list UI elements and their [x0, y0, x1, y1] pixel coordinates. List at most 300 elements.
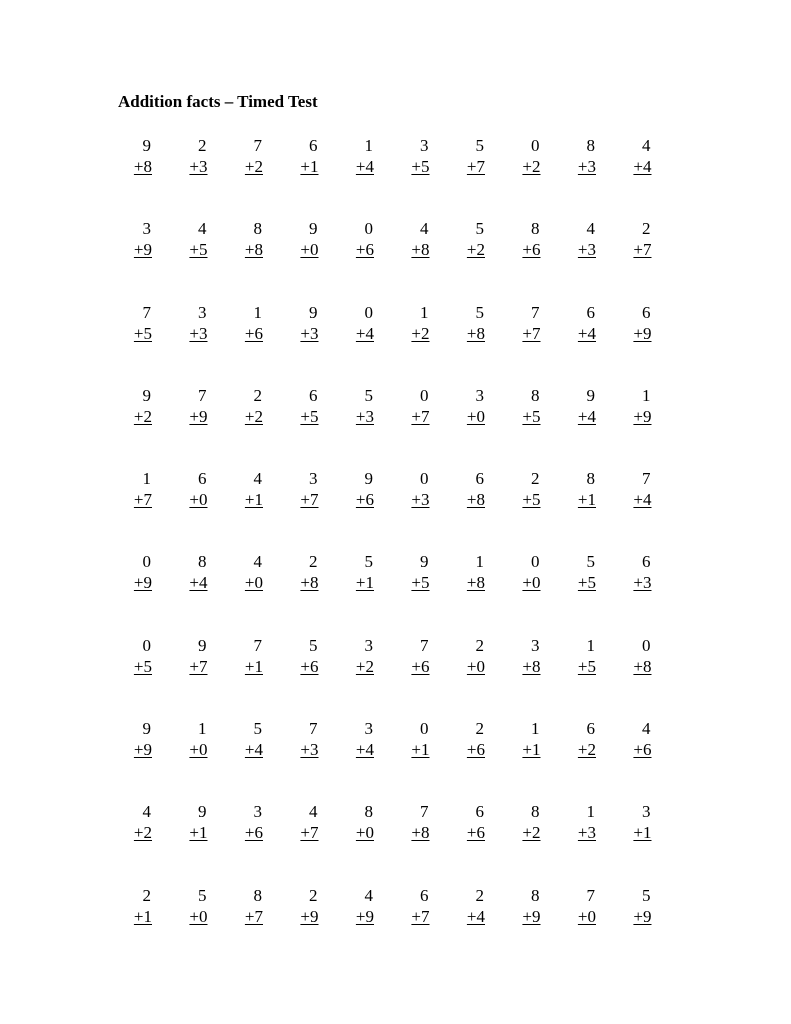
addend-top: 6 [642, 302, 651, 322]
addend-top: 1 [198, 719, 207, 739]
addend-top: 5 [364, 385, 373, 405]
addition-problem [610, 468, 652, 551]
addend-bottom: +5 [133, 656, 152, 676]
addend-top: 0 [142, 635, 151, 655]
addition-problem [388, 551, 430, 634]
addend-top: 4 [420, 219, 429, 239]
addend-top: 8 [531, 219, 540, 239]
addend-bottom: +3 [577, 240, 596, 260]
addition-problem [499, 551, 541, 634]
addend-top: 1 [253, 302, 262, 322]
addend-bottom: +1 [300, 157, 319, 176]
addend-top: 1 [586, 635, 595, 655]
addend-bottom: +8 [466, 573, 485, 593]
addend-top: 7 [142, 302, 151, 322]
addition-problem [332, 801, 374, 884]
addend-bottom: +7 [522, 323, 541, 343]
addition-problem [388, 468, 430, 551]
addition-problem [610, 218, 652, 301]
addend-bottom: +2 [577, 740, 596, 760]
addend-top: 2 [475, 635, 484, 655]
addition-problem [610, 801, 652, 884]
addition-problem [166, 718, 208, 801]
addend-bottom: +7 [189, 656, 208, 676]
addend-bottom: +3 [189, 157, 208, 176]
addition-problem [221, 551, 263, 634]
addend-bottom: +6 [411, 656, 430, 676]
addend-top: 7 [309, 719, 318, 739]
addend-top: 9 [142, 136, 151, 155]
addend-bottom: +8 [466, 323, 485, 343]
addend-top: 7 [531, 302, 540, 322]
addend-top: 8 [198, 552, 207, 572]
addend-top: 3 [142, 219, 151, 239]
addition-problem [110, 302, 152, 385]
addend-bottom: +6 [355, 240, 374, 260]
addition-problem [277, 635, 319, 718]
addend-bottom: +9 [633, 906, 652, 926]
addend-bottom: +5 [522, 490, 541, 510]
addend-bottom: +1 [577, 490, 596, 510]
addend-top: 2 [142, 885, 151, 905]
addition-problem [499, 468, 541, 551]
addend-bottom: +7 [300, 490, 319, 510]
addition-problem [332, 385, 374, 468]
addition-problem [277, 801, 319, 884]
addend-top: 0 [420, 385, 429, 405]
addition-problem [166, 551, 208, 634]
addend-bottom: +7 [300, 823, 319, 843]
addend-bottom: +3 [411, 490, 430, 510]
addend-bottom: +8 [300, 573, 319, 593]
addend-bottom: +2 [244, 157, 263, 176]
addend-bottom: +9 [522, 906, 541, 926]
addition-problem [610, 885, 652, 968]
addend-bottom: +9 [133, 740, 152, 760]
addend-bottom: +9 [189, 406, 208, 426]
addend-bottom: +4 [355, 157, 374, 176]
addend-top: 2 [198, 136, 207, 155]
addend-top: 1 [364, 136, 373, 155]
addition-problem [554, 635, 596, 718]
addend-bottom: +0 [189, 490, 208, 510]
addend-bottom: +8 [522, 656, 541, 676]
addend-top: 7 [253, 635, 262, 655]
addend-bottom: +7 [133, 490, 152, 510]
addition-problem [110, 801, 152, 884]
addition-problem [388, 218, 430, 301]
addend-top: 5 [475, 219, 484, 239]
addition-problem [166, 218, 208, 301]
addition-problem [388, 635, 430, 718]
addend-top: 9 [586, 385, 595, 405]
addend-bottom: +6 [466, 823, 485, 843]
addend-bottom: +3 [577, 157, 596, 176]
addition-problem [221, 718, 263, 801]
addend-bottom: +6 [466, 740, 485, 760]
addend-top: 6 [420, 885, 429, 905]
addition-problem [610, 385, 652, 468]
addend-top: 5 [198, 885, 207, 905]
addend-bottom: +4 [633, 490, 652, 510]
addition-problem [277, 468, 319, 551]
addend-bottom: +0 [577, 906, 596, 926]
addition-problem [110, 718, 152, 801]
addition-problem [277, 885, 319, 968]
addition-problem [166, 635, 208, 718]
addend-bottom: +6 [244, 823, 263, 843]
addition-problem [499, 801, 541, 884]
addition-problem [332, 302, 374, 385]
addend-bottom: +3 [577, 823, 596, 843]
addend-bottom: +9 [133, 573, 152, 593]
addend-top: 4 [364, 885, 373, 905]
addend-top: 5 [253, 719, 262, 739]
addend-bottom: +9 [633, 323, 652, 343]
addition-problem [166, 302, 208, 385]
addition-problem [443, 385, 485, 468]
addition-problem [499, 718, 541, 801]
addition-problem [221, 635, 263, 718]
addend-bottom: +1 [244, 490, 263, 510]
addition-problem [388, 718, 430, 801]
addend-bottom: +5 [577, 656, 596, 676]
addition-problem [110, 135, 152, 218]
addend-top: 3 [198, 302, 207, 322]
addend-top: 4 [253, 469, 262, 489]
addend-top: 4 [198, 219, 207, 239]
addend-top: 7 [253, 136, 262, 155]
addend-top: 1 [420, 302, 429, 322]
addend-top: 3 [364, 635, 373, 655]
addend-top: 4 [309, 802, 318, 822]
addend-bottom: +2 [522, 157, 541, 176]
addition-problem [332, 635, 374, 718]
addend-bottom: +2 [133, 823, 152, 843]
addend-bottom: +4 [189, 573, 208, 593]
addend-top: 2 [475, 719, 484, 739]
addition-problem [388, 135, 430, 218]
addend-top: 0 [142, 552, 151, 572]
addition-problem [221, 385, 263, 468]
addition-problem [221, 468, 263, 551]
addend-bottom: +8 [133, 157, 152, 176]
addend-top: 1 [142, 469, 151, 489]
addition-problem [221, 302, 263, 385]
addend-bottom: +1 [189, 823, 208, 843]
addition-problem [443, 302, 485, 385]
addition-problem [610, 135, 652, 218]
addend-bottom: +3 [300, 740, 319, 760]
addition-problem [499, 385, 541, 468]
addend-top: 8 [531, 802, 540, 822]
problems-grid [110, 135, 665, 968]
addend-top: 5 [475, 302, 484, 322]
addend-bottom: +9 [355, 906, 374, 926]
addend-bottom: +0 [466, 406, 485, 426]
addend-top: 9 [142, 385, 151, 405]
addition-problem [332, 551, 374, 634]
addition-problem [110, 885, 152, 968]
worksheet-title: Addition facts – Timed Test [118, 92, 318, 111]
addend-bottom: +0 [189, 740, 208, 760]
addend-top: 0 [531, 552, 540, 572]
addition-problem [221, 135, 263, 218]
addend-bottom: +7 [411, 906, 430, 926]
addend-top: 7 [420, 635, 429, 655]
addend-bottom: +5 [411, 573, 430, 593]
addend-top: 2 [475, 885, 484, 905]
addend-top: 2 [309, 552, 318, 572]
addend-top: 8 [586, 469, 595, 489]
addend-bottom: +4 [577, 406, 596, 426]
addend-top: 9 [364, 469, 373, 489]
addition-problem [610, 635, 652, 718]
addition-problem [443, 635, 485, 718]
addend-bottom: +8 [411, 240, 430, 260]
addend-top: 5 [364, 552, 373, 572]
addend-top: 8 [531, 385, 540, 405]
addition-problem [443, 718, 485, 801]
addend-top: 7 [420, 802, 429, 822]
addend-top: 3 [531, 635, 540, 655]
addend-bottom: +8 [633, 656, 652, 676]
addition-problem [554, 302, 596, 385]
addition-problem [554, 385, 596, 468]
addend-bottom: +4 [466, 906, 485, 926]
addend-bottom: +9 [300, 906, 319, 926]
addend-top: 4 [642, 136, 651, 155]
addend-top: 1 [586, 802, 595, 822]
addend-bottom: +4 [355, 740, 374, 760]
addend-bottom: +1 [133, 906, 152, 926]
addend-bottom: +7 [633, 240, 652, 260]
addend-top: 4 [586, 219, 595, 239]
addend-bottom: +5 [189, 240, 208, 260]
addition-problem [610, 302, 652, 385]
addition-problem [166, 135, 208, 218]
addend-top: 0 [420, 719, 429, 739]
addend-top: 2 [642, 219, 651, 239]
addend-top: 7 [586, 885, 595, 905]
addend-top: 2 [531, 469, 540, 489]
addition-problem [277, 718, 319, 801]
addend-top: 8 [364, 802, 373, 822]
addition-problem [332, 718, 374, 801]
addend-bottom: +6 [522, 240, 541, 260]
addition-problem [554, 718, 596, 801]
addition-problem [277, 385, 319, 468]
addend-top: 6 [586, 302, 595, 322]
addend-bottom: +4 [633, 157, 652, 176]
addend-top: 5 [586, 552, 595, 572]
addition-problem [166, 468, 208, 551]
addition-problem [221, 218, 263, 301]
addend-bottom: +1 [633, 823, 652, 843]
addition-problem [388, 302, 430, 385]
addend-bottom: +0 [522, 573, 541, 593]
addition-problem [110, 635, 152, 718]
addend-top: 3 [642, 802, 651, 822]
addition-problem [443, 551, 485, 634]
addend-top: 8 [253, 885, 262, 905]
addition-problem [332, 885, 374, 968]
addend-bottom: +1 [411, 740, 430, 760]
addition-problem [499, 635, 541, 718]
addend-top: 2 [253, 385, 262, 405]
addend-bottom: +6 [244, 323, 263, 343]
addend-bottom: +0 [466, 656, 485, 676]
addition-problem [110, 385, 152, 468]
addend-bottom: +0 [355, 823, 374, 843]
addend-bottom: +1 [355, 573, 374, 593]
addend-bottom: +5 [577, 573, 596, 593]
addition-problem [221, 801, 263, 884]
addend-top: 7 [198, 385, 207, 405]
addend-top: 5 [642, 885, 651, 905]
addend-top: 0 [420, 469, 429, 489]
addend-top: 0 [364, 302, 373, 322]
addend-top: 5 [475, 136, 484, 155]
addend-bottom: +5 [133, 323, 152, 343]
addend-bottom: +2 [522, 823, 541, 843]
addend-bottom: +8 [411, 823, 430, 843]
addition-problem [388, 801, 430, 884]
addition-problem [499, 302, 541, 385]
addend-bottom: +2 [466, 240, 485, 260]
addend-bottom: +4 [355, 323, 374, 343]
addend-top: 0 [531, 136, 540, 155]
addend-bottom: +8 [466, 490, 485, 510]
addend-bottom: +7 [244, 906, 263, 926]
addend-top: 9 [420, 552, 429, 572]
addition-problem [277, 302, 319, 385]
addend-bottom: +0 [244, 573, 263, 593]
addend-bottom: +3 [189, 323, 208, 343]
addition-problem [221, 885, 263, 968]
addend-bottom: +2 [411, 323, 430, 343]
addend-top: 2 [309, 885, 318, 905]
addition-problem [554, 135, 596, 218]
addition-problem [499, 885, 541, 968]
addend-top: 3 [253, 802, 262, 822]
addend-top: 5 [309, 635, 318, 655]
addition-problem [277, 551, 319, 634]
addition-problem [166, 801, 208, 884]
addend-bottom: +2 [244, 406, 263, 426]
addend-bottom: +2 [355, 656, 374, 676]
addend-top: 0 [642, 635, 651, 655]
addend-top: 1 [642, 385, 651, 405]
addition-problem [277, 135, 319, 218]
addend-top: 6 [198, 469, 207, 489]
addend-bottom: +6 [300, 656, 319, 676]
addend-top: 9 [142, 719, 151, 739]
addend-bottom: +3 [355, 406, 374, 426]
addend-bottom: +9 [633, 406, 652, 426]
addend-bottom: +5 [411, 157, 430, 176]
addend-top: 6 [586, 719, 595, 739]
addition-problem [499, 135, 541, 218]
addend-top: 7 [642, 469, 651, 489]
addend-top: 1 [475, 552, 484, 572]
addition-problem [277, 218, 319, 301]
addition-problem [332, 135, 374, 218]
addend-bottom: +0 [300, 240, 319, 260]
addend-bottom: +4 [244, 740, 263, 760]
addition-problem [554, 468, 596, 551]
addition-problem [443, 885, 485, 968]
addition-problem [610, 718, 652, 801]
addition-problem [332, 468, 374, 551]
addition-problem [443, 468, 485, 551]
addend-top: 3 [309, 469, 318, 489]
addend-bottom: +6 [633, 740, 652, 760]
addend-bottom: +4 [577, 323, 596, 343]
addend-top: 4 [142, 802, 151, 822]
addend-bottom: +3 [300, 323, 319, 343]
addend-top: 8 [531, 885, 540, 905]
addend-top: 6 [475, 802, 484, 822]
addend-bottom: +5 [522, 406, 541, 426]
addition-problem [554, 885, 596, 968]
addend-top: 0 [364, 219, 373, 239]
addition-problem [443, 135, 485, 218]
addend-top: 8 [253, 219, 262, 239]
addend-top: 9 [198, 802, 207, 822]
addition-problem [610, 551, 652, 634]
addition-problem [499, 218, 541, 301]
addend-bottom: +3 [633, 573, 652, 593]
addition-problem [388, 385, 430, 468]
addition-problem [332, 218, 374, 301]
addend-bottom: +9 [133, 240, 152, 260]
addend-top: 3 [364, 719, 373, 739]
addition-problem [166, 385, 208, 468]
addend-bottom: +2 [133, 406, 152, 426]
addition-problem [443, 801, 485, 884]
addition-problem [166, 885, 208, 968]
addition-problem [110, 468, 152, 551]
addend-top: 3 [475, 385, 484, 405]
addend-bottom: +7 [411, 406, 430, 426]
addition-problem [554, 218, 596, 301]
addend-top: 4 [642, 719, 651, 739]
addend-top: 6 [475, 469, 484, 489]
addend-top: 9 [309, 302, 318, 322]
addend-top: 8 [586, 136, 595, 155]
addend-bottom: +7 [466, 157, 485, 176]
addend-bottom: +0 [189, 906, 208, 926]
addition-problem [110, 551, 152, 634]
addend-bottom: +5 [300, 406, 319, 426]
addend-top: 4 [253, 552, 262, 572]
addend-bottom: +1 [244, 656, 263, 676]
addend-bottom: +6 [355, 490, 374, 510]
addition-problem [388, 885, 430, 968]
addend-top: 9 [309, 219, 318, 239]
addition-problem [110, 218, 152, 301]
addend-top: 6 [309, 136, 318, 155]
addend-bottom: +8 [244, 240, 263, 260]
addend-top: 3 [420, 136, 429, 155]
addend-top: 6 [309, 385, 318, 405]
addend-top: 6 [642, 552, 651, 572]
addend-bottom: +1 [522, 740, 541, 760]
addend-top: 9 [198, 635, 207, 655]
addition-problem [554, 801, 596, 884]
addend-top: 1 [531, 719, 540, 739]
